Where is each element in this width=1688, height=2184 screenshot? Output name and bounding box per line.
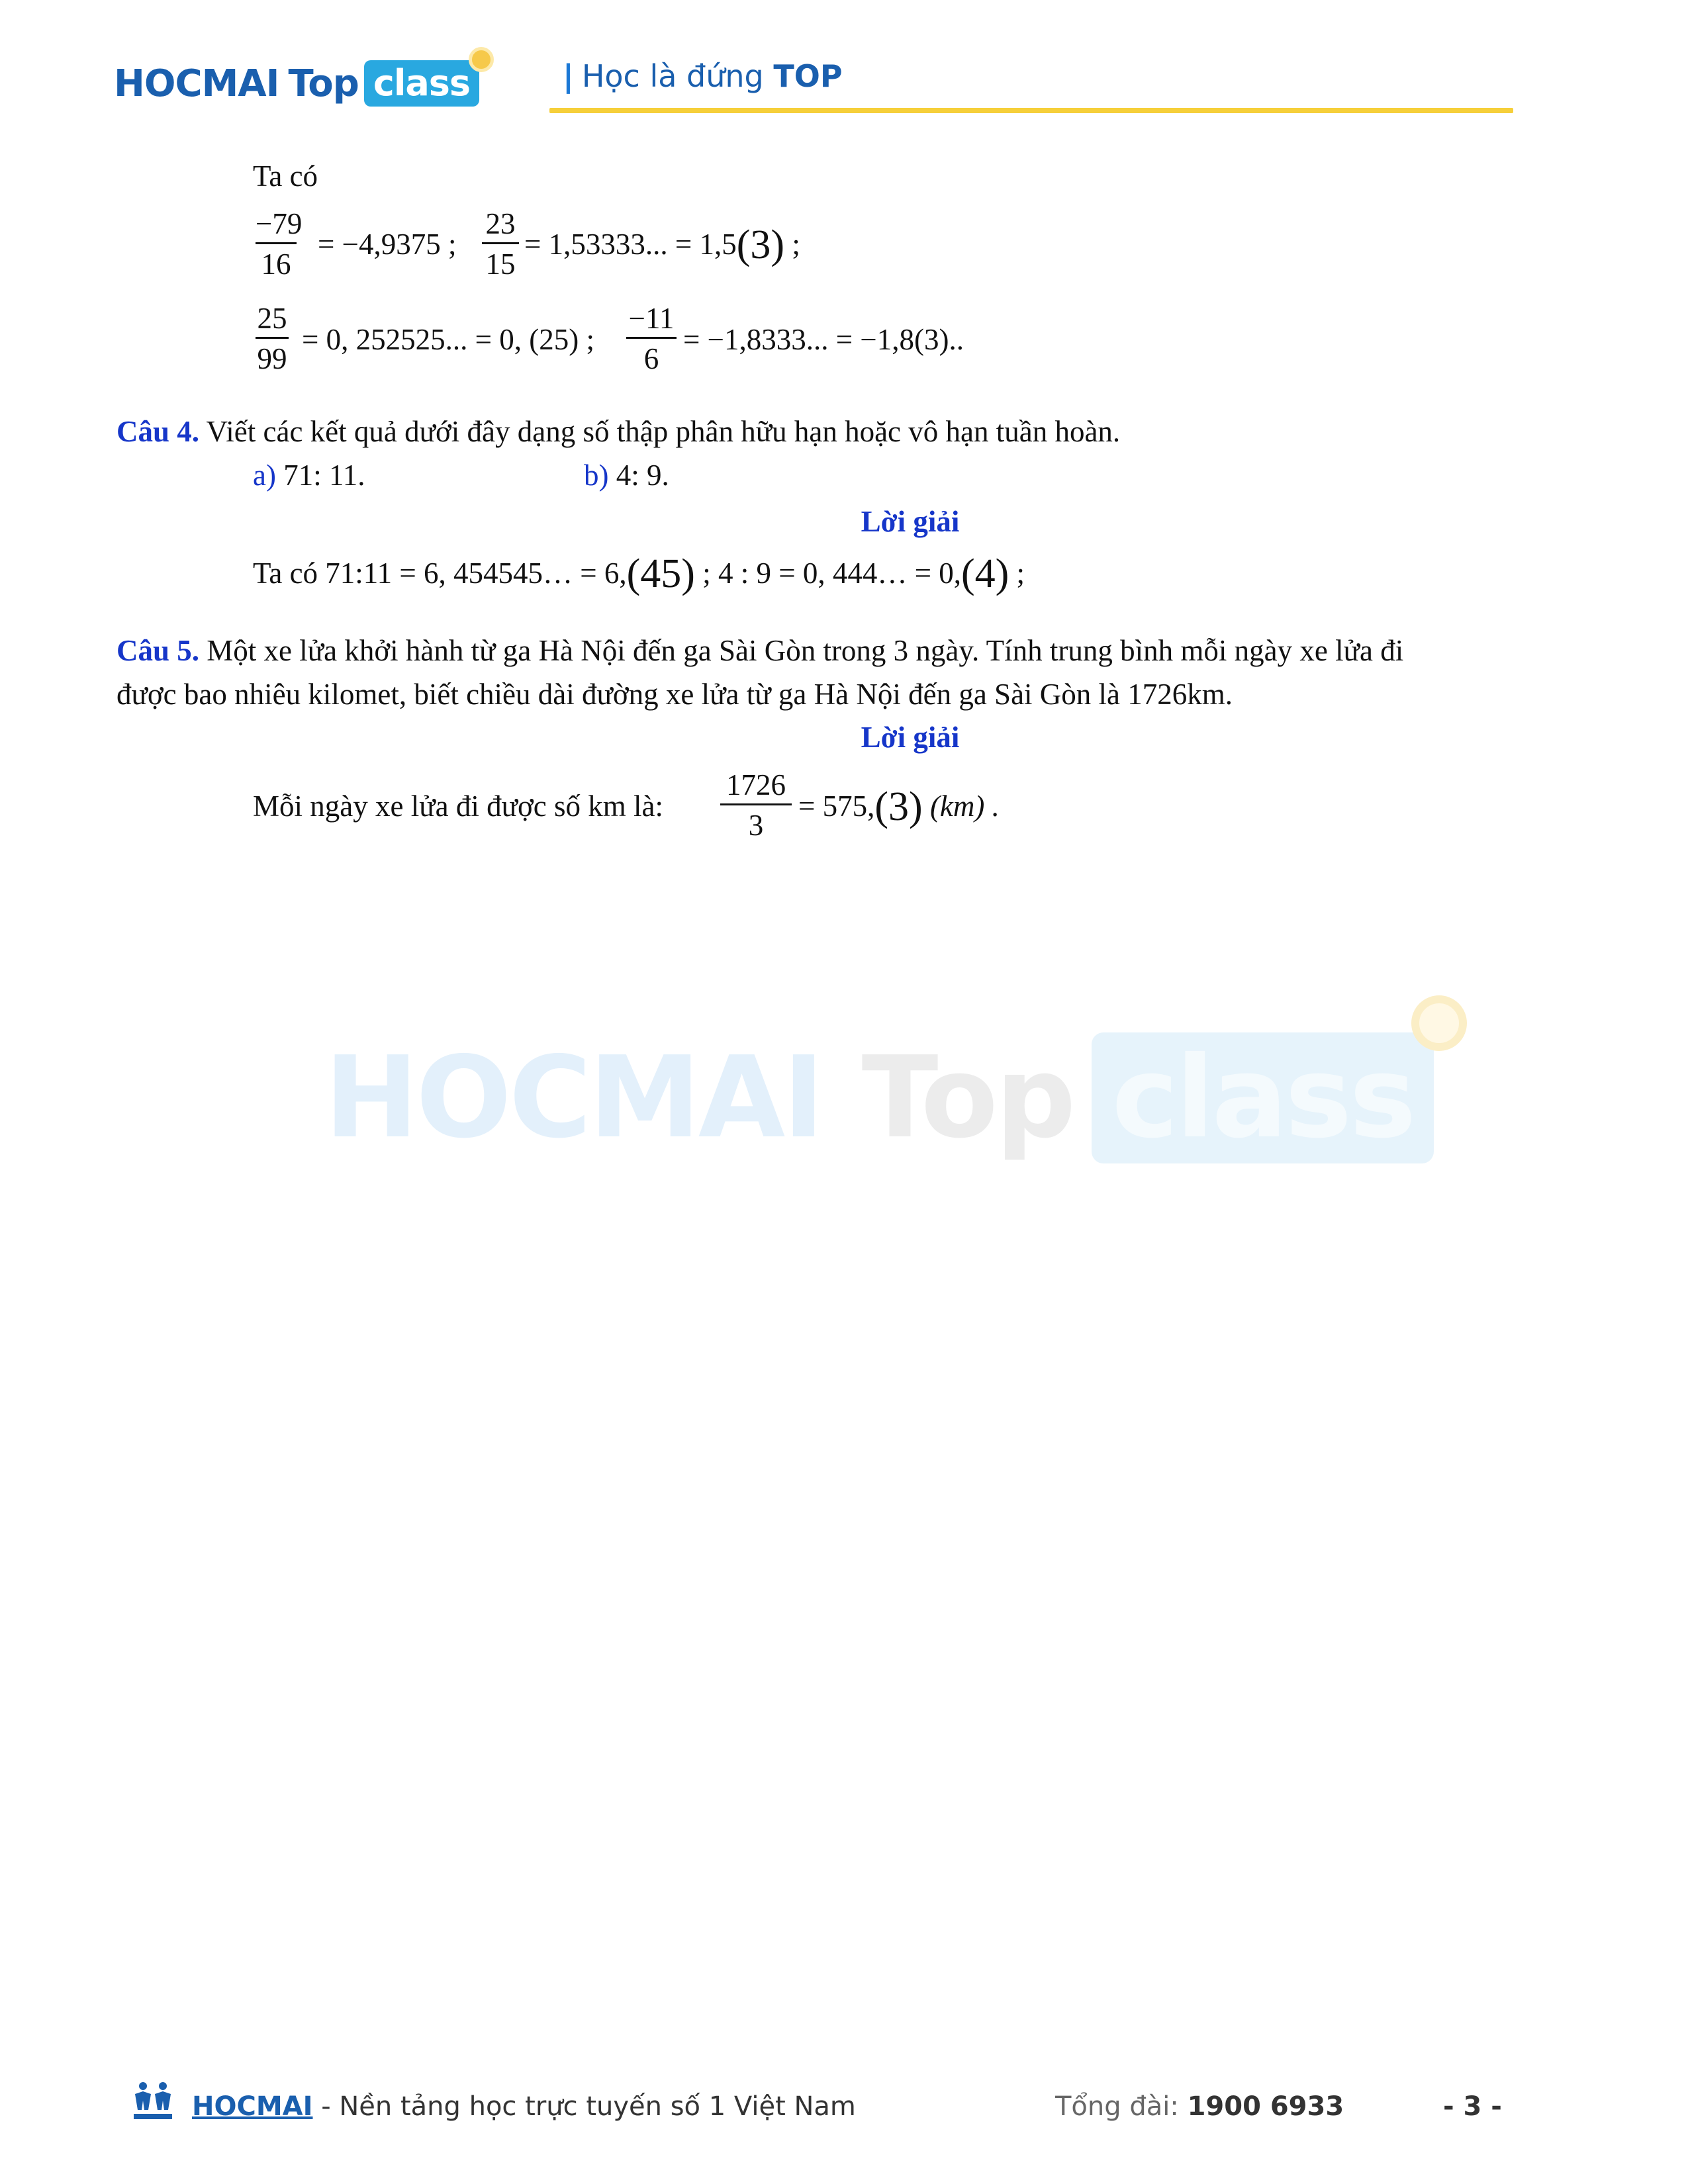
watermark-sun-icon: [1411, 995, 1467, 1051]
footer-slogan-text: - Nền tảng học trực tuyến số 1 Việt Nam: [312, 2091, 856, 2122]
q4-sol-period-1: (45): [626, 551, 695, 596]
fraction-5-rule: [720, 803, 792, 805]
question-4-b-text: 4: 9.: [608, 459, 669, 492]
watermark-class-badge: [1092, 1032, 1433, 1163]
q4-sol-a: Ta có 71:11 = 6, 454545… = 6,: [253, 557, 627, 590]
brand-class-badge: [364, 60, 479, 107]
brand-hocmai: HOCMAI: [114, 62, 279, 105]
sun-icon: [469, 47, 494, 72]
brand-logo: [114, 57, 479, 110]
watermark-hocmai: HOCMAI: [324, 1032, 822, 1163]
equation-3: = 0, 252525... = 0, (25) ;: [302, 323, 594, 356]
q4-sol-c: ; 4 : 9 = 0, 444… = 0,: [694, 557, 961, 590]
equation-5-period: (3): [874, 784, 923, 829]
fraction-1-num: −79: [256, 207, 303, 240]
watermark-top: Top: [861, 1032, 1074, 1163]
tagline-bar: |: [563, 58, 574, 94]
watermark-class: class: [1111, 1032, 1414, 1163]
fraction-3: [256, 301, 289, 376]
tagline: [563, 58, 843, 94]
footer-hotline-number: 1900 6933: [1187, 2091, 1344, 2122]
question-5-line-2: được bao nhiêu kilomet, biết chiều dài đường xe lửa từ ga Hà Nội đến ga Sài Gòn là 1726km.: [117, 678, 1233, 711]
question-4: [117, 414, 1120, 449]
tagline-text: Học là đứng: [581, 58, 774, 94]
fraction-3-num: 25: [257, 302, 287, 335]
q4-sol-period-2: (4): [961, 551, 1009, 596]
fraction-4-num: −11: [628, 302, 675, 335]
brand-class: class: [373, 62, 471, 104]
equation-2: [524, 222, 800, 267]
question-4-a: [253, 458, 365, 492]
equation-1: = −4,9375 ;: [318, 228, 457, 261]
fraction-2-rule: [482, 242, 519, 244]
fraction-3-rule: [256, 337, 289, 339]
fraction-5-num: 1726: [726, 768, 786, 801]
fraction-1: [256, 206, 303, 281]
question-4-a-label: a): [253, 459, 276, 492]
hocmai-logo-icon: [130, 2079, 176, 2126]
fraction-1-rule: [256, 242, 297, 244]
question-4-b: [584, 458, 669, 492]
fraction-5-den: 3: [748, 809, 764, 842]
fraction-2-num: 23: [485, 207, 516, 240]
ta-co-label: Ta có: [253, 159, 318, 193]
footer-slogan: [192, 2091, 856, 2122]
equation-2-period: (3): [736, 222, 785, 267]
page-number: - 3 -: [1443, 2091, 1502, 2122]
question-4-solution: [253, 551, 1025, 596]
question-4-a-text: 71: 11.: [275, 459, 365, 492]
solution-title-1: Lời giải: [861, 505, 960, 538]
equation-5-unit: (km) .: [922, 790, 1000, 823]
question-4-label: Câu 4.: [117, 415, 200, 448]
solution-title-2: Lời giải: [861, 721, 960, 754]
question-5-line-1: [117, 629, 1573, 672]
fraction-4-den: 6: [643, 342, 659, 375]
fraction-2-den: 15: [485, 248, 516, 281]
brand-top: Top: [288, 62, 359, 105]
equation-5-a: = 575,: [798, 790, 875, 823]
question-4-b-label: b): [584, 459, 609, 492]
question-5: [117, 629, 1573, 716]
equation-5: [798, 784, 1000, 829]
fraction-5: [720, 768, 792, 842]
fraction-4: [626, 301, 677, 376]
footer-hotline-label: Tổng đài:: [1055, 2091, 1188, 2122]
fraction-3-den: 99: [257, 342, 287, 375]
footer-brand-link[interactable]: HOCMAI: [192, 2091, 313, 2122]
equation-2-c: ;: [784, 228, 800, 261]
header-underline: [549, 108, 1513, 113]
fraction-4-rule: [626, 337, 677, 339]
fraction-1-den: 16: [261, 248, 291, 281]
fraction-2: [482, 206, 519, 281]
tagline-strong: TOP: [773, 58, 843, 94]
equation-4: = −1,8333... = −1,8(3)..: [683, 323, 964, 356]
question-5-solution-lead: Mỗi ngày xe lửa đi được số km là:: [253, 790, 663, 823]
question-5-label: Câu 5.: [117, 634, 200, 667]
watermark: [324, 1032, 1434, 1163]
equation-2-a: = 1,53333... = 1,5: [524, 228, 737, 261]
question-5-text-1: Một xe lửa khởi hành từ ga Hà Nội đến ga Sài Gòn trong 3 ngày. Tính trung bình mỗi ngày xe lửa đi: [199, 634, 1404, 667]
footer-hotline: [1055, 2091, 1344, 2122]
q4-sol-e: ;: [1009, 557, 1025, 590]
question-4-text: Viết các kết quả dưới đây dạng số thập phân hữu hạn hoặc vô hạn tuần hoàn.: [199, 415, 1121, 448]
